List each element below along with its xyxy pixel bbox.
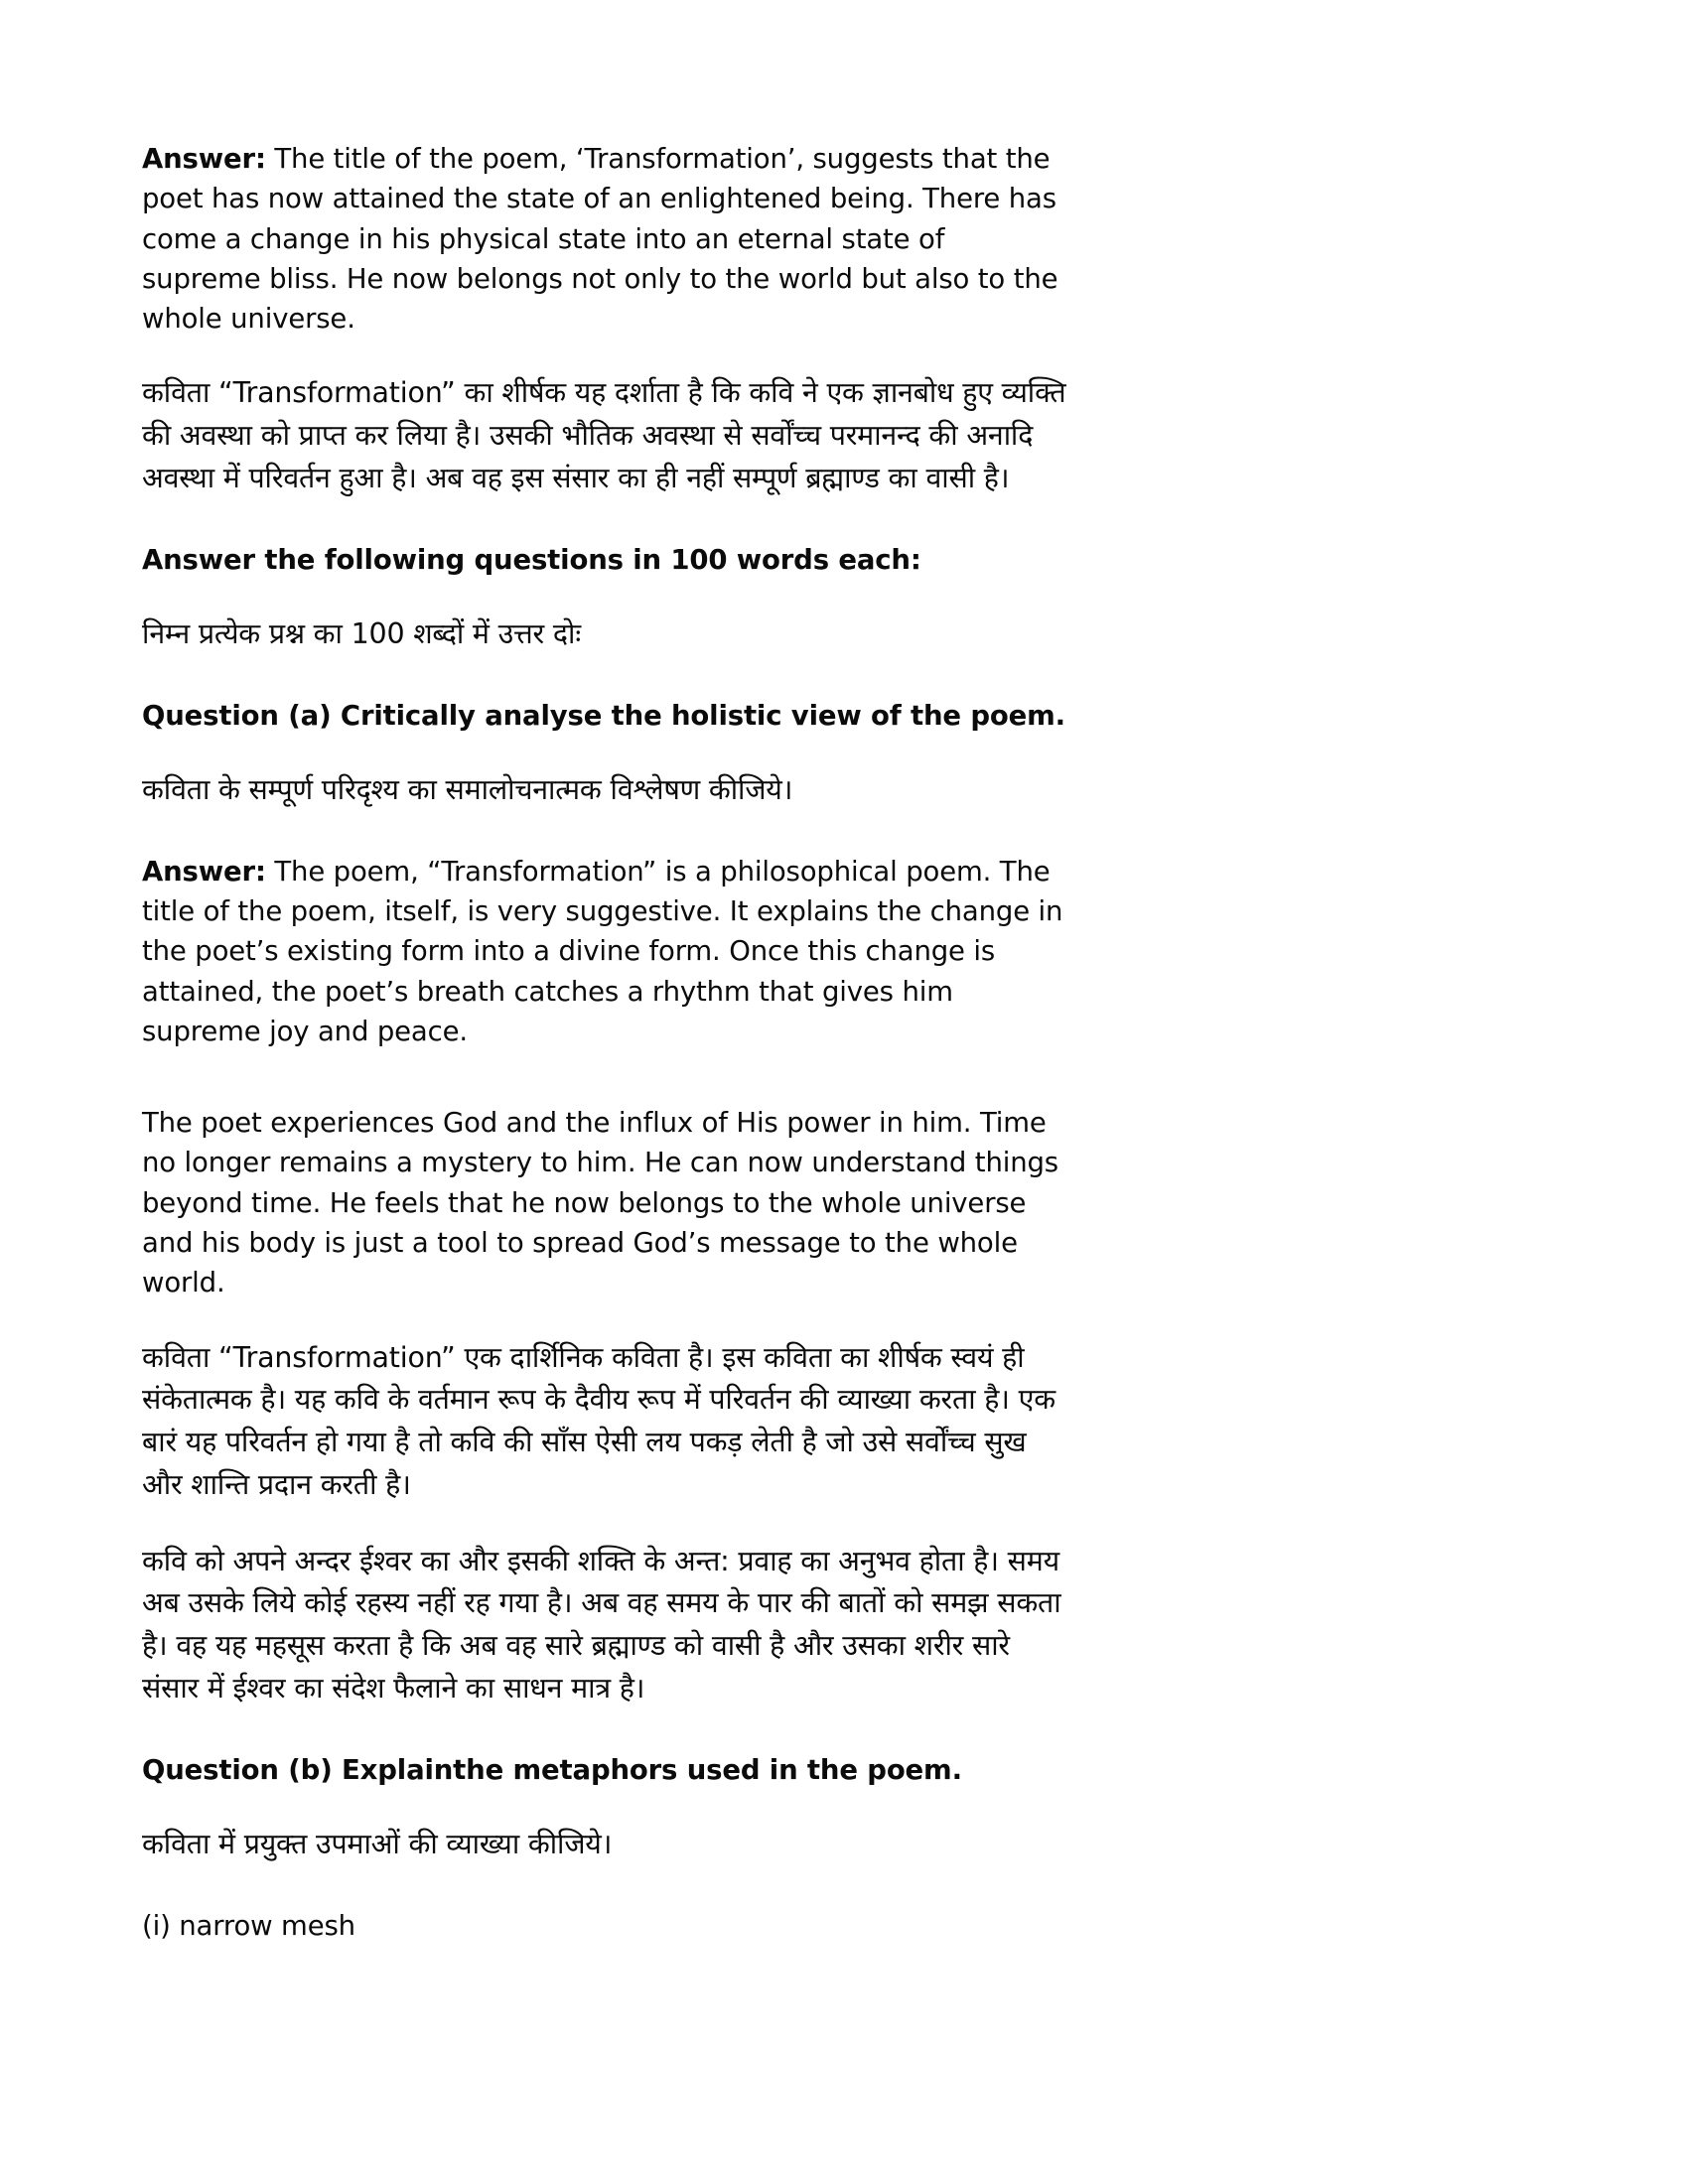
- answer-label: Answer:: [142, 855, 266, 887]
- answer-paragraph-2-continued: The poet experiences God and the influx of His power in him. Time no longer remains a mystery to him. He can now understand things beyond time. He feels that he now belongs to the whole universe and his body is just a tool to spread God’s message to the whole world.: [142, 1107, 1058, 1299]
- spacer: [142, 580, 1070, 614]
- answer-text: The poem, “Transformation” is a philosophical poem. The title of the poem, itself, is very suggestive. It explains the change in the poet’s existing form into a divine form. Once this change is attained, the poet’s breath catches a rhythm that gives him supreme joy and peace.: [142, 855, 1063, 1047]
- spacer: [142, 656, 1070, 696]
- answer-paragraph-1: [142, 139, 1070, 339]
- question-b-heading: Question (b) Explainthe metaphors used in the poem.: [142, 1753, 962, 1786]
- answer-label: Answer:: [142, 143, 266, 175]
- instruction-heading-english: Answer the following questions in 100 words each:: [142, 543, 921, 576]
- spacer: [142, 1790, 1070, 1824]
- answer-text: The title of the poem, ‘Transformation’, suggests that the poet has now attained the state of an enlightened being. There has come a change in his physical state into an eternal state of supreme bliss. He now belongs not only to the world but also to the whole universe.: [142, 143, 1058, 336]
- spacer: [142, 1303, 1070, 1337]
- question-a-heading-hindi: कविता के सम्पूर्ण परिदृश्य का समालोचनात्मक विश्लेषण कीजिये।: [142, 772, 793, 806]
- answer-paragraph-2-hindi-2: कवि को अपने अन्दर ईश्वर का और इसकी शक्ति के अन्त: प्रवाह का अनुभव होता है। समय अब उसके लिये कोई रहस्य नहीं रह गया है। अब वह समय के पार की बातों को समझ सकता है। वह यह महसूस करता है कि अब वह सारे ब्रह्माण्ड को वासी है और उसका शरीर सारे संसार में ईश्वर का संदेश फैलाने का साधन मात्र है।: [142, 1544, 1061, 1705]
- document-body: [142, 139, 1070, 1946]
- spacer: [142, 339, 1070, 372]
- answer-paragraph-2-hindi-1: कविता “Transformation” एक दार्शिनिक कविता है। इस कविता का शीर्षक स्वयं ही संकेतात्मक है। यह कवि के वर्तमान रूप के दैवीय रूप में परिवर्तन की व्याख्या करता है। एक बारं यह परिवर्तन हो गया है तो कवि की साँस ऐसी लय पकड़ लेती है जो उसे सर्वोंच्च सुख और शान्ति प्रदान करती है।: [142, 1340, 1055, 1501]
- spacer: [142, 812, 1070, 852]
- spacer: [142, 1051, 1070, 1103]
- question-a-heading: Question (a) Critically analyse the holistic view of the poem.: [142, 699, 1065, 732]
- spacer: [142, 1866, 1070, 1906]
- spacer: [142, 736, 1070, 769]
- spacer: [142, 1710, 1070, 1750]
- question-b-heading-hindi: कविता में प्रयुक्त उपमाओं की व्याख्या कीजिये।: [142, 1827, 613, 1860]
- instruction-heading-hindi: निम्न प्रत्येक प्रश्न का 100 शब्दों में उत्तर दोः: [142, 616, 581, 650]
- answer-paragraph-1-hindi: कविता “Transformation” का शीर्षक यह दर्शाता है कि कवि ने एक ज्ञानबोध हुए व्यक्ति की अवस्था को प्राप्त कर लिया है। उसकी भौतिक अवस्था से सर्वोंच्च परमानन्द की अनादि अवस्था में परिवर्तन हुआ है। अब वह इस संसार का ही नहीं सम्पूर्ण ब्रह्माण्ड का वासी है।: [142, 376, 1066, 494]
- spacer: [142, 500, 1070, 540]
- spacer: [142, 1507, 1070, 1541]
- metaphor-list-item-i: (i) narrow mesh: [142, 1909, 355, 1942]
- answer-paragraph-2: [142, 852, 1070, 1051]
